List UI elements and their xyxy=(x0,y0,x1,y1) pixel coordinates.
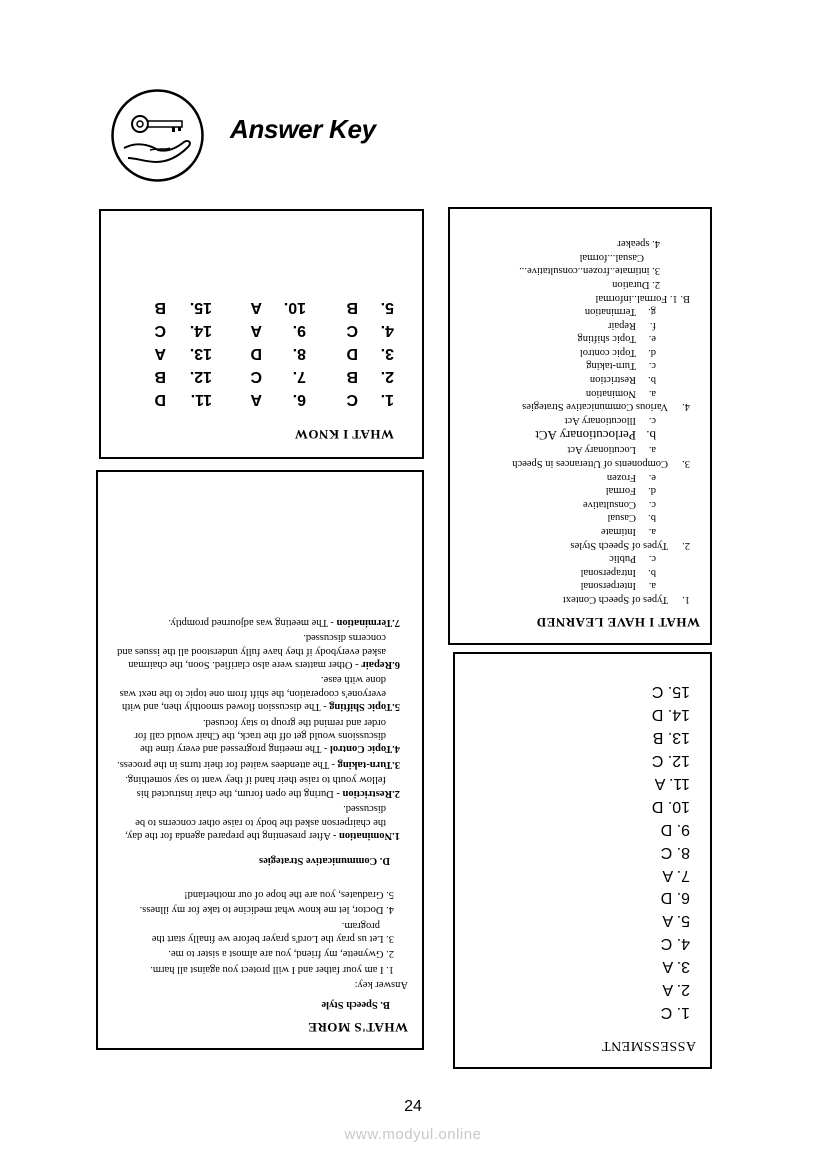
list-item: c. Consultative xyxy=(582,498,656,510)
page-number: 24 xyxy=(404,1098,422,1115)
whats-more-heading: WHAT'S MORE xyxy=(307,1020,408,1035)
communicative-strategies-subheading: D. Communicative Strategies xyxy=(259,855,390,867)
list-item: 2. Types of Speech Styles xyxy=(570,539,690,551)
list-item: b. Intrapersonal xyxy=(580,566,656,578)
list-item: 1. I am your father and I will protect you against all harm. xyxy=(150,963,394,975)
list-item: g. Termination xyxy=(584,306,656,318)
key-hand-logo-icon xyxy=(110,88,205,183)
list-item: a. Locutionary Act xyxy=(567,444,656,456)
list-item: e. Frozen xyxy=(606,471,656,483)
list-item: c. Illocutionary Act xyxy=(564,414,656,426)
list-item: d. Topic control xyxy=(579,346,656,358)
list-item: 7.Termination - The meeting was adjourned promptly. xyxy=(168,616,400,628)
list-item: 11. A xyxy=(654,774,690,792)
list-item: 4. Various Communicative Strategies xyxy=(522,401,690,413)
what-i-know-panel xyxy=(99,209,424,459)
list-item: 6. D xyxy=(660,889,690,907)
list-item: 3. Let us pray the Lord's prayer before we finally start the program. xyxy=(151,919,394,944)
list-item: 7. A xyxy=(662,866,690,884)
list-item: 2. Duration xyxy=(612,278,660,290)
list-item: f. Repair xyxy=(608,319,656,331)
what-i-know-answers: 1. C 6. A 11. D 2. B 7. C 12. B 3. D 8. D 13. A 4. C 9. A 14. C 5. B 10. A 15. B xyxy=(154,299,394,408)
assessment-heading: ASSESSMENT xyxy=(601,1038,696,1053)
list-item: 13. B xyxy=(652,729,690,747)
list-item: 3. intimate..frozen..consultative... xyxy=(519,265,660,277)
list-item: B. 1. Formal..informal xyxy=(595,292,690,304)
list-item: d. Formal xyxy=(605,485,656,497)
list-item: a. Intimate xyxy=(601,526,656,538)
list-item: a. Interpersonal xyxy=(580,580,656,592)
list-item: b. Restriction xyxy=(589,374,656,386)
list-item: 9. D xyxy=(660,820,690,838)
list-item: 3. A xyxy=(662,958,690,976)
what-i-have-learned-panel xyxy=(448,207,712,645)
speech-style-subheading: B. Speech Style xyxy=(321,998,390,1010)
list-item: 5.Topic Shifting - The discussion flowed smoothly then, and with everyone's cooperation, the shift from one topic to the next was done with ease. xyxy=(119,674,400,713)
list-item: 10. D xyxy=(651,797,690,815)
list-item: 2. Gwynette, my friend, you are almost a sister to me. xyxy=(168,948,394,960)
list-item: 12. C xyxy=(651,752,690,770)
list-item: c. Public xyxy=(609,553,656,565)
list-item: 4. C xyxy=(660,935,690,953)
list-item: 4.Topic Control - The meeting progressed and every time the discussions would get off the track, the Chair would call for order and remind the group to stay focused. xyxy=(134,716,400,755)
list-item: 4. speaker xyxy=(617,238,660,250)
list-item: c. Turn-taking xyxy=(586,360,656,372)
whats-more-panel xyxy=(96,470,424,1050)
list-item: b. Casual xyxy=(607,512,656,524)
list-item: 8. C xyxy=(660,843,690,861)
list-item: 15. C xyxy=(651,683,690,701)
list-item: b. Perlocutionary ACt xyxy=(535,427,656,443)
list-item: 5. A xyxy=(662,912,690,930)
page-title: Answer Key xyxy=(230,114,376,144)
list-item: 5. Graduates, you are the hope of our motherland! xyxy=(184,888,394,900)
what-i-have-learned-heading: WHAT I HAVE LEARNED xyxy=(536,615,700,630)
what-i-know-heading: WHAT I KNOW xyxy=(294,427,394,442)
list-item: 2.Restriction - During the open forum, the chair instructed his fellow youth to raise their hand if they want to say something. xyxy=(125,774,400,799)
list-item: e. Topic shifting xyxy=(577,333,656,345)
answer-key-label: Answer key: xyxy=(354,979,408,991)
list-item: 4. Doctor, let me know what medicine to take for my illness. xyxy=(139,904,394,916)
list-item: 3. Components of Utterances in Speech xyxy=(512,458,690,470)
list-item: 6.Repair - Other matters were also clarified. Soon, the chairman asked everybody if they have fully understood all the issues and concerns discussed. xyxy=(117,632,400,671)
list-item: 1. C xyxy=(660,1004,690,1021)
list-item: a. Nomination xyxy=(585,387,656,399)
assessment-answers xyxy=(465,679,696,1023)
list-item: 1.Nomination - After presenting the prepared agenda for the day, the chairperson asked the body to raise other concerns to be discussed. xyxy=(125,803,400,841)
list-item: 3.Turn-taking - The attendees waited for their turns in the process. xyxy=(117,758,400,770)
watermark: www.modyul.online xyxy=(344,1126,482,1143)
assessment-panel xyxy=(453,652,712,1069)
list-item: 2. A xyxy=(662,981,690,999)
list-item: Casual...formal xyxy=(579,251,644,263)
list-item: 1. Types of Speech Context xyxy=(562,594,690,605)
list-item: 14. D xyxy=(651,706,690,724)
